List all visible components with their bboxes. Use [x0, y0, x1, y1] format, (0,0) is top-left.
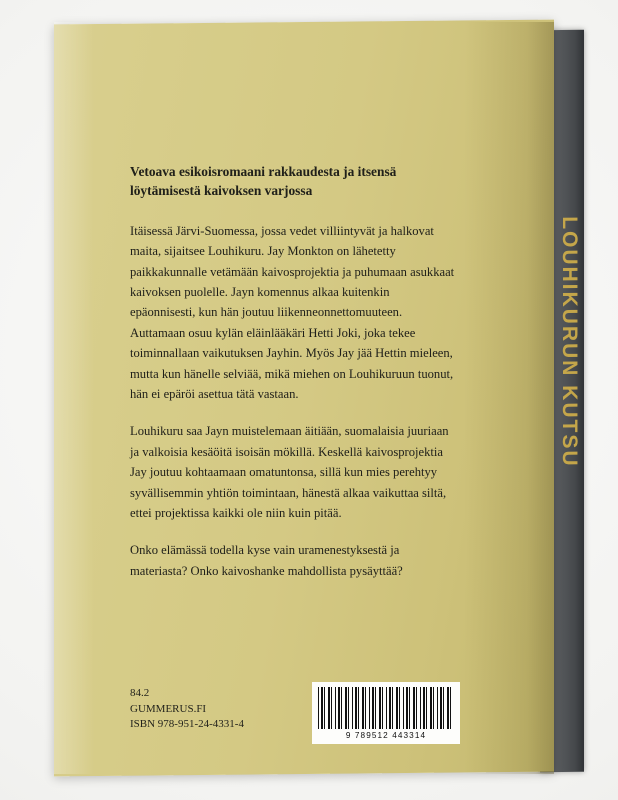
blurb-paragraph-3: Onko elämässä todella kyse vain uramenestyksestä ja materiasta? Onko kaivoshanke mahdollista pysäyttää?	[130, 543, 403, 578]
isbn-text: ISBN 978-951-24-4331-4	[130, 718, 244, 731]
book-back-cover	[54, 20, 554, 777]
barcode-bars	[318, 687, 454, 729]
colophon-block	[130, 686, 244, 733]
blurb-column	[130, 162, 456, 598]
barcode-number: 9 789512 443314	[345, 731, 427, 740]
back-cover-content	[54, 22, 554, 774]
barcode	[312, 682, 460, 744]
cover-highlight	[54, 22, 94, 774]
blurb-paragraph-2: Louhikuru saa Jayn muistelemaan äitiään, suomalaisia juuriaan ja valkoisia kesäöitä isoisän mökillä. Keskellä kaivosprojektia Jay joutuu kohtaamaan omatuntonsa, sillä kun mies perehtyy syvällisemmin yhtiön toimintaan, hänestä alkaa vaikuttaa siltä, ettei projektissa kaikki ole niin kuin pitää.	[130, 424, 449, 520]
cover-shadow	[464, 22, 554, 774]
classification-code: 84.2	[130, 687, 150, 699]
publisher-url: GUMMERUS.FI	[130, 702, 207, 715]
spine-title: LOUHIKURUN KUTSU	[558, 216, 581, 468]
blurb-paragraph-1: Itäisessä Järvi-Suomessa, jossa vedet villiintyvät ja halkovat maita, sijaitsee Louhikuru. Jay Monkton on lähetetty paikkakunnalle vetämään kaivosprojektia ja puhumaan asukkaat kaivoksen puolelle. Jayn komennus alkaa kuitenkin epäonnisesti, kun hän joutuu liikenneonnettomuuteen. Auttamaan osuu kylän eläinlääkäri Hetti Joki, joka tekee toiminnallaan vaikutuksen Jayhin. Myös Jay jää Hettin mieleen, mutta kun hänelle selviää, mikä miehen on Louhikuruun tuonut, hän ei epäröi asettua tätä vastaan.	[130, 223, 455, 401]
blurb-headline: Vetoava esikoisromaani rakkaudesta ja itsensä löytämisestä kaivoksen varjossa	[130, 164, 397, 199]
